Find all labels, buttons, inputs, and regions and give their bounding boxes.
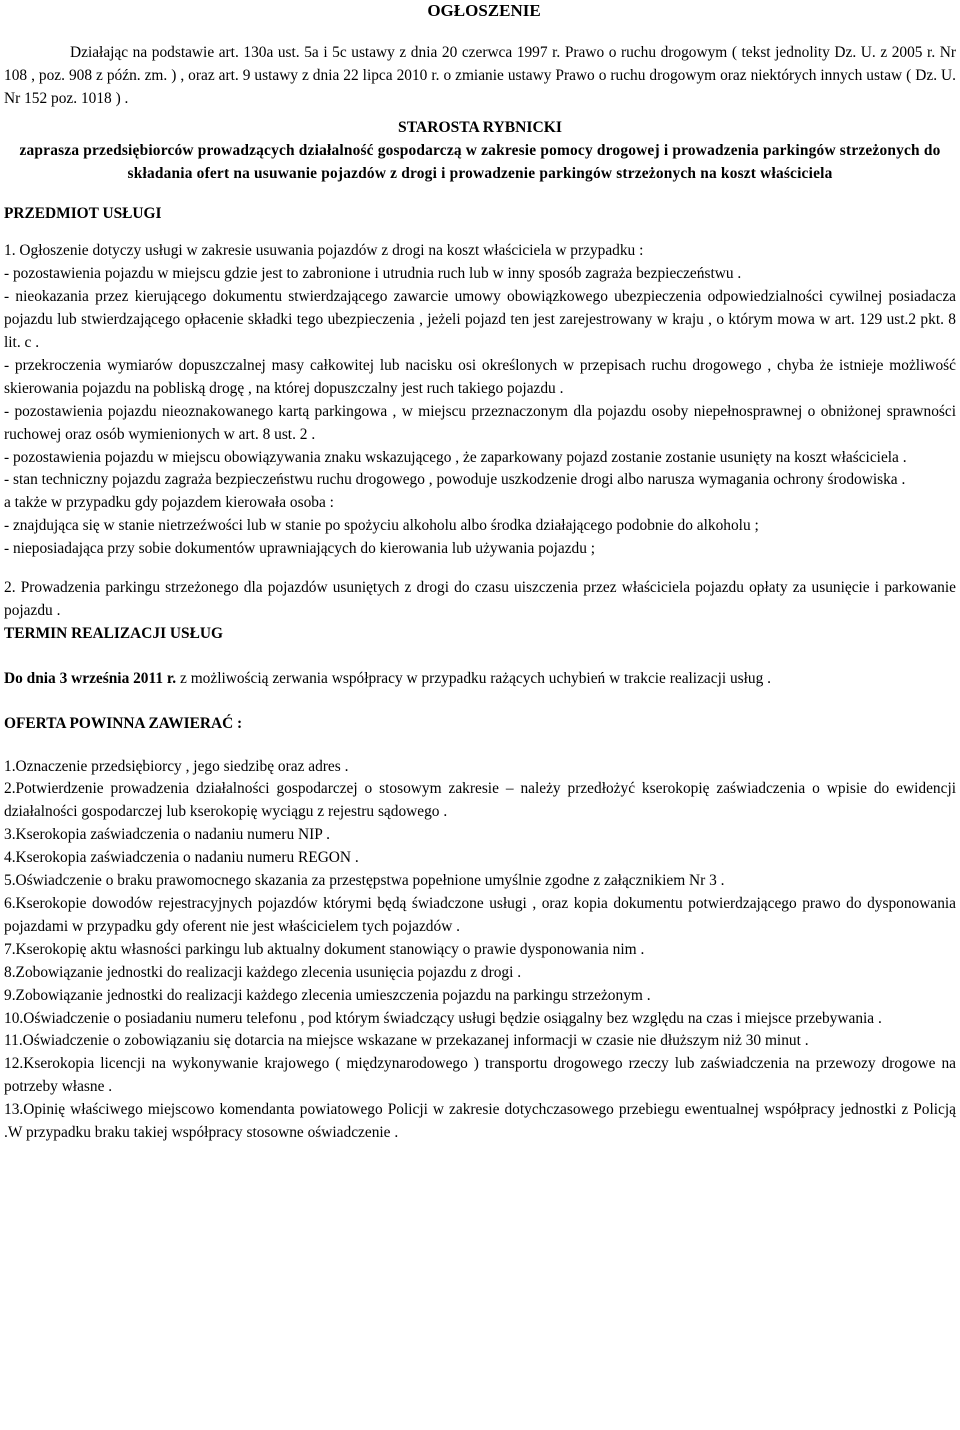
offer-item: 13.Opinię właściwego miejscowo komendanta powiatowego Policji w zakresie dotychczasowego przebiegu ewentualnej współpracy jednostki z Policją .W przypadku braku takiej współpracy stosowne oświadczenie . [4,1101,956,1142]
subject-item: - pozostawienia pojazdu nieoznakowanego kartą parkingowa , w miejscu przeznaczonym dla pojazdu osoby niepełnosprawnej o obniżonej sprawności ruchowej oraz osób wymienionych w art. 8 ust. 2 . [4,402,956,443]
subject-item: - nieokazania przez kierującego dokumentu stwierdzającego zawarcie umowy obowiązkowego ubezpieczenia odpowiedzialności cywilnej posiadacza pojazdu lub stwierdzającego opłacenie składki tego ubezpieczenia , jeżeli pojazd ten jest zarejestrowany w kraju , o którym mowa w art. 129 ust.2 pkt. 8 lit. c . [4,288,956,351]
offer-item: 12.Kserokopia licencji na wykonywanie krajowego ( międzynarodowego ) transportu drogowego rzeczy lub zaświadczenia na przewozy drogowe na potrzeby własne . [4,1055,956,1096]
issuer-heading: STAROSTA RYBNICKI [398,118,562,136]
offer-item: 3.Kserokopia zaświadczenia o nadaniu numeru NIP . [4,826,330,844]
offer-item: 7.Kserokopię aktu własności parkingu lub aktualny dokument stanowiący o prawie dysponowania nim . [4,940,645,958]
subject-item: - nieposiadająca przy sobie dokumentów uprawniających do kierowania lub używania pojazdu ; [4,540,596,558]
offer-item: 8.Zobowiązanie jednostki do realizacji każdego zlecenia usunięcia pojazdu z drogi . [4,963,522,981]
subject-item: - stan techniczny pojazdu zagraża bezpieczeństwu ruchu drogowego , powoduje uszkodzenie drogi albo narusza wymagania ochrony środowiska . [4,471,906,489]
term-heading: TERMIN REALIZACJI USŁUG [4,624,223,642]
term-rest: z możliwością zerwania współpracy w przypadku rażących uchybień w trakcie realizacji usług . [176,669,772,687]
offer-item: 6.Kserokopie dowodów rejestracyjnych pojazdów którymi będą świadczone usługi , oraz kopia dokumentu potwierdzającego prawo do dysponowania pojazdami w przypadku gdy oferent nie jest właścicielem tych pojazdów . [4,895,956,935]
subject-item: 1. Ogłoszenie dotyczy usługi w zakresie usuwania pojazdów z drogi na koszt właściciela w przypadku : [4,242,644,260]
term-date: Do dnia 3 września 2011 r. [4,669,177,687]
offer-section [4,756,956,1145]
invitation-text: zaprasza przedsiębiorców prowadzących działalność gospodarczą w zakresie pomocy drogowej i prowadzenia parkingów strzeżonych do składania ofert na usuwanie pojazdów z drogi i prowadzenie parkingów strzeżonych na koszt właściciela [19,141,941,182]
subject-item: - pozostawienia pojazdu w miejscu gdzie jest to zabronione i utrudnia ruch lub w inny sposób zagraża bezpieczeństwu . [4,265,742,283]
offer-item: 11.Oświadczenie o zobowiązaniu się dotarcia na miejsce wskazane w przekazanej informacji w czasie nie dłuższym niż 30 minut . [4,1032,809,1050]
offer-item: 1.Oznaczenie przedsiębiorcy , jego siedzibę oraz adres . [4,757,349,775]
subject-section [4,240,956,561]
subject-item: - znajdująca się w stanie nietrzeźwości lub w stanie po spożyciu alkoholu albo środka działającego podobnie do alkoholu ; [4,517,759,535]
offer-item: 10.Oświadczenie o posiadaniu numeru telefonu , pod którym świadczący usługi będzie osiągalny bez względu na czas i miejsce przebywania . [4,1009,882,1027]
announcement-document [4,0,956,1145]
term-paragraph [4,668,956,691]
spacer [4,646,956,668]
legal-basis-paragraph: Działając na podstawie art. 130a ust. 5a i 5c ustawy z dnia 20 czerwca 1997 r. Prawo o ruchu drogowym ( tekst jednolity Dz. U. z 2005 r. Nr 108 , poz. 908 z późn. zm. ) , oraz art. 9 ustawy z dnia 22 lipca 2010 r. o zmianie ustawy Prawo o ruchu drogowym oraz niektórych innych ustaw ( Dz. U. Nr 152 poz. 1018 ) . [4,44,956,107]
offer-item: 2.Potwierdzenie prowadzenia działalności gospodarczej o stosowym zakresie – należy przedłożyć kserokopię zaświadczenia o wpisie do ewidencji działalności gospodarczej lub kserokopię wyciągu z rejestru sądowego . [4,780,956,821]
subject-item: a także w przypadku gdy pojazdem kierowała osoba : [4,494,334,512]
offer-item: 5.Oświadczenie o braku prawomocnego skazania za przestępstwa popełnione umyślnie zgodne z załącznikiem Nr 3 . [4,872,725,890]
subject-heading: PRZEDMIOT USŁUGI [4,205,162,223]
subject-item: - przekroczenia wymiarów dopuszczalnej masy całkowitej lub nacisku osi określonych w przepisach ruchu drogowego , chyba że istnieje możliwość skierowania pojazdu na pobliską drogę , na której dopuszczalny jest ruch takiego pojazdu . [4,356,956,397]
parking-paragraph: 2. Prowadzenia parkingu strzeżonego dla pojazdów usuniętych z drogi do czasu uiszczenia przez właściciela pojazdu opłaty za usunięcie i parkowanie pojazdu . [4,579,956,619]
document-title: OGŁOSZENIE [427,1,541,20]
spacer [4,561,956,577]
subject-item: - pozostawienia pojazdu w miejscu obowiązywania znaku wskazującego , że zaparkowany pojazd zostanie zostanie usunięty na koszt właściciela . [4,448,907,466]
offer-heading: OFERTA POWINNA ZAWIERAĆ : [4,714,243,732]
offer-item: 9.Zobowiązanie jednostki do realizacji każdego zlecenia umieszczenia pojazdu na parkingu strzeżonym . [4,986,651,1004]
offer-item: 4.Kserokopia zaświadczenia o nadaniu numeru REGON . [4,849,359,867]
